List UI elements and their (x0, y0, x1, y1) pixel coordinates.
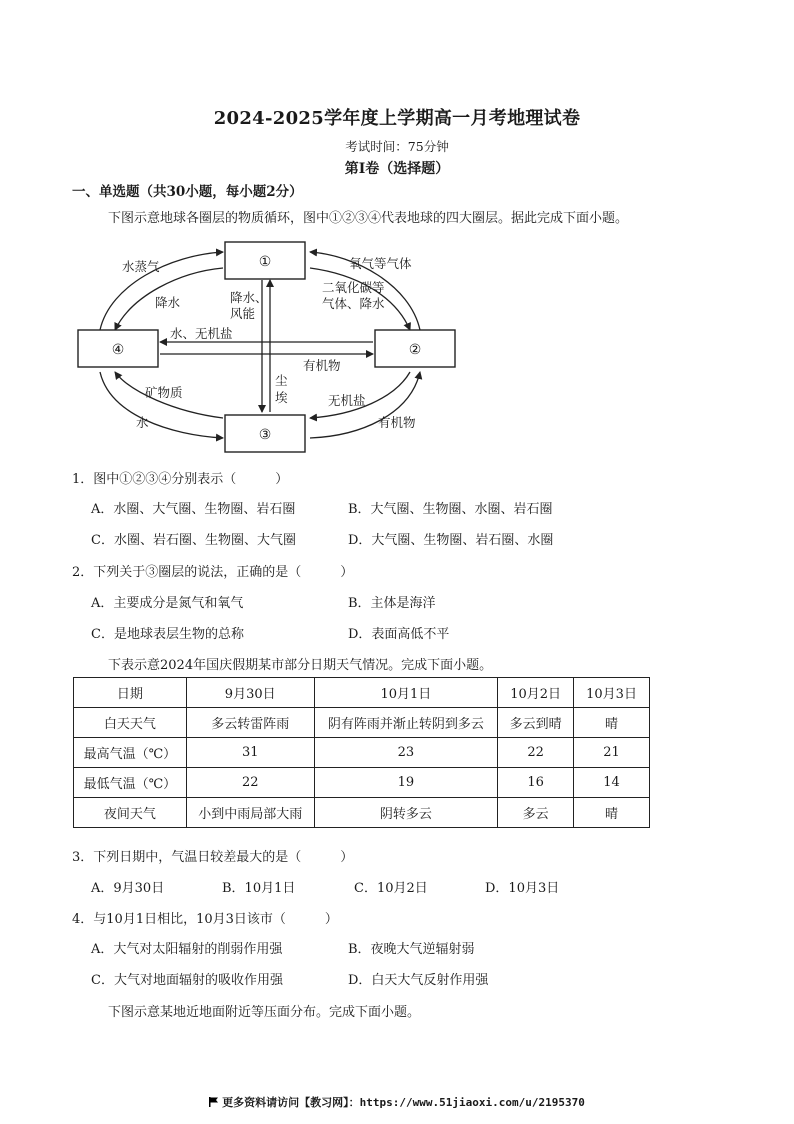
question-3-stem: 3．下列日期中，气温日较差最大的是（ ） (72, 850, 354, 865)
table-header-cell: 日期 (74, 678, 187, 708)
label-water-salt: 水、无机盐 (170, 326, 233, 341)
label-organic-bottom: 有机物 (378, 415, 416, 430)
table-cell: 阴有阵雨并渐止转阴到多云 (314, 708, 498, 738)
label-water-bottom: 水 (136, 415, 149, 430)
question-1-option-a[interactable]: A．水圈、大气圈、生物圈、岩石圈 (91, 502, 296, 517)
table-row (74, 798, 650, 828)
question-1-option-d[interactable]: D．大气圈、生物圈、岩石圈、水圈 (348, 533, 554, 548)
table-cell: 16 (498, 768, 574, 798)
table-cell: 晴 (574, 798, 650, 828)
table-header-cell: 9月30日 (186, 678, 314, 708)
sphere-cycle-diagram (70, 230, 460, 460)
arrow-4-to-1-outer (100, 252, 223, 330)
table-row (74, 768, 650, 798)
label-precip-wind-1: 降水、 (230, 290, 268, 305)
question-2-option-c[interactable]: C．是地球表层生物的总称 (91, 627, 244, 642)
page-title: 2024-2025学年度上学期高一月考地理试卷 (213, 108, 581, 129)
table-header-cell: 10月3日 (574, 678, 650, 708)
footer-link[interactable] (0, 1094, 794, 1110)
table-row (74, 738, 650, 768)
weather-table (73, 677, 650, 828)
table-header-row (74, 678, 650, 708)
table-cell: 晴 (574, 708, 650, 738)
question-4-option-a[interactable]: A．大气对太阳辐射的削弱作用强 (91, 942, 283, 957)
question-4-stem: 4．与10月1日相比，10月3日该市（ ） (72, 912, 338, 927)
table-header-cell: 10月2日 (498, 678, 574, 708)
volume-heading: 第Ⅰ卷（选择题） (344, 161, 450, 177)
table-cell: 23 (314, 738, 498, 768)
label-water-vapor: 水蒸气 (122, 259, 160, 274)
table-cell: 最高气温（℃） (74, 738, 187, 768)
table-cell: 19 (314, 768, 498, 798)
table-cell: 白天天气 (74, 708, 187, 738)
intro-text-2: 下表示意2024年国庆假期某市部分日期天气情况。完成下面小题。 (108, 658, 493, 673)
flag-icon (209, 1097, 218, 1107)
section-heading: 一、单选题（共30小题，每小题2分） (72, 184, 303, 200)
table-cell: 夜间天气 (74, 798, 187, 828)
table-cell: 多云转雷阵雨 (186, 708, 314, 738)
label-oxygen: 氧气等气体 (349, 256, 412, 271)
exam-time: 考试时间：75分钟 (345, 139, 449, 154)
label-dust-2: 埃 (275, 390, 288, 405)
label-minerals: 矿物质 (145, 385, 183, 400)
intro-text-1: 下图示意地球各圈层的物质循环，图中①②③④代表地球的四大圈层。据此完成下面小题。 (108, 211, 629, 226)
question-1-option-c[interactable]: C．水圈、岩石圈、生物圈、大气圈 (91, 533, 296, 548)
footer-text: 更多资料请访问【教习网】：https://www.51jiaoxi.com/u/2195370 (222, 1096, 585, 1109)
question-2-stem: 2．下列关于③圈层的说法，正确的是（ ） (72, 565, 354, 580)
label-co2-1: 二氧化碳等 (322, 280, 385, 295)
table-cell: 多云 (498, 798, 574, 828)
table-cell: 小到中雨局部大雨 (186, 798, 314, 828)
table-cell: 22 (186, 768, 314, 798)
table-cell: 多云到晴 (498, 708, 574, 738)
label-box-3: ③ (258, 427, 272, 443)
label-organic-mid: 有机物 (303, 358, 341, 373)
question-1-stem: 1．图中①②③④分别表示（ ） (72, 472, 289, 487)
question-4-option-d[interactable]: D．白天大气反射作用强 (348, 973, 489, 988)
label-box-1: ① (258, 254, 272, 270)
label-box-2: ② (408, 342, 422, 358)
question-3-option-a[interactable]: A．9月30日 (91, 881, 165, 896)
label-box-4: ④ (111, 342, 125, 358)
arrow-4-to-3-outer (100, 372, 223, 438)
label-dust-1: 尘 (275, 373, 288, 388)
table-cell: 22 (498, 738, 574, 768)
question-3-option-b[interactable]: B．10月1日 (222, 881, 296, 896)
question-3-option-d[interactable]: D．10月3日 (485, 881, 560, 896)
table-cell: 21 (574, 738, 650, 768)
intro-text-3: 下图示意某地近地面附近等压面分布。完成下面小题。 (108, 1005, 421, 1020)
table-cell: 31 (186, 738, 314, 768)
label-precip-left: 降水 (155, 295, 181, 310)
table-cell: 14 (574, 768, 650, 798)
question-4-option-c[interactable]: C．大气对地面辐射的吸收作用强 (91, 973, 283, 988)
label-co2-2: 气体、降水 (322, 296, 385, 311)
table-cell: 最低气温（℃） (74, 768, 187, 798)
label-precip-wind-2: 风能 (230, 306, 256, 321)
table-cell: 阴转多云 (314, 798, 498, 828)
label-inorganic-salt: 无机盐 (328, 393, 366, 408)
table-row (74, 708, 650, 738)
question-2-option-a[interactable]: A．主要成分是氮气和氧气 (91, 596, 244, 611)
question-4-option-b[interactable]: B．夜晚大气逆辐射弱 (348, 942, 475, 957)
question-2-option-b[interactable]: B．主体是海洋 (348, 596, 436, 611)
question-2-option-d[interactable]: D．表面高低不平 (348, 627, 450, 642)
table-header-cell: 10月1日 (314, 678, 498, 708)
question-1-option-b[interactable]: B．大气圈、生物圈、水圈、岩石圈 (348, 502, 553, 517)
question-3-option-c[interactable]: C．10月2日 (354, 881, 428, 896)
